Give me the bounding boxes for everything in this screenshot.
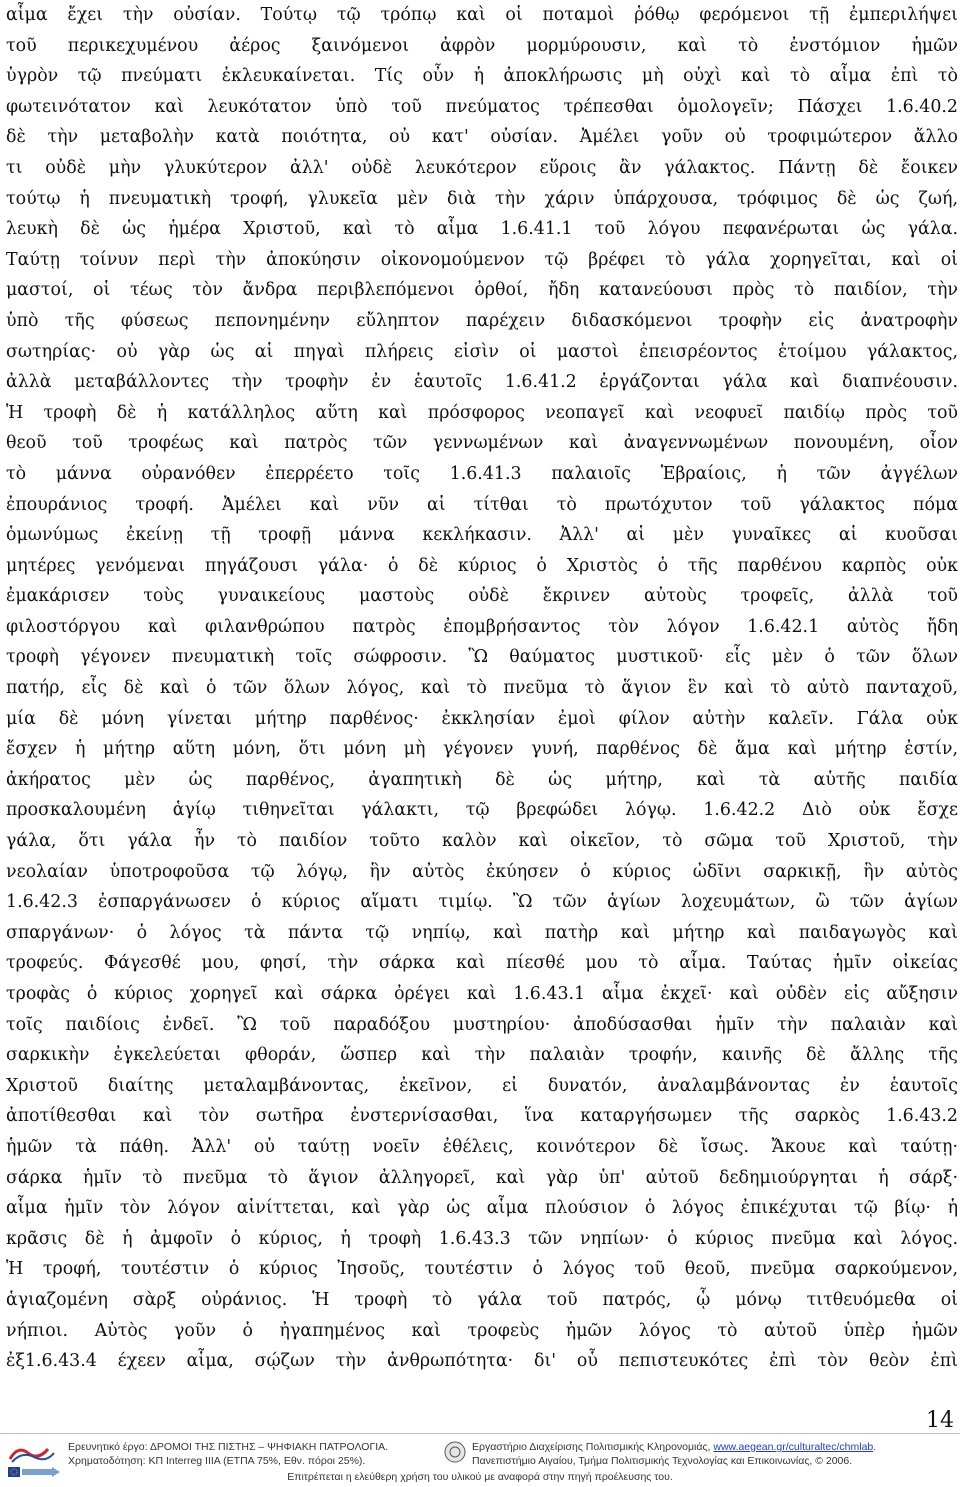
footer-lab-name: Εργαστήριο Διαχείρισης Πολιτισμικής Κληρονομιάς, — [472, 1441, 714, 1453]
text-line: αἷμα ἡμῖν τὸν λόγον αἰνίττεται, καὶ γὰρ ὡς αἷμα πλούσιον ὁ λόγος ἐπικέχυται τῷ βίῳ· ἡ — [6, 1198, 958, 1219]
text-line: σπαργάνων· ὁ λόγος τὰ πάντα τῷ νηπίῳ, καὶ πατὴρ καὶ μήτηρ καὶ παιδαγωγὸς καὶ — [6, 922, 958, 943]
text-line: ὁμωνύμως ἐκείνῃ τῇ τροφῇ μάννα κεκλήκασιν. Ἀλλ' αἱ μὲν γυναῖκες αἱ κυοῦσαι — [6, 525, 958, 546]
text-line: ἁγιαζομένη σὰρξ οὐράνιος. Ἡ τροφὴ τὸ γάλα τοῦ πατρός, ᾧ μόνῳ τιτθευόμεθα οἱ — [6, 1289, 958, 1310]
text-line: τροφὴ γέγονεν πνευματικὴ τοῖς σώφροσιν. Ὢ θαύματος μυστικοῦ· εἷς μὲν ὁ τῶν ὅλων — [6, 647, 958, 668]
text-line: μητέρες γενόμεναι πηγάζουσι γάλα· ὁ δὲ κύριος ὁ Χριστὸς ὁ τῆς παρθένου καρπὸς οὐκ — [6, 555, 958, 576]
text-line: λευκὴ δὲ ὡς ἡμέρα Χριστοῦ, καὶ τὸ αἷμα 1.6.41.1 τοῦ λόγου πεφανέρωται ὡς γάλα. — [6, 219, 958, 240]
text-line: πατήρ, εἷς δὲ καὶ ὁ τῶν ὅλων λόγος, καὶ τὸ πνεῦμα τὸ ἅγιον ἓν καὶ τὸ αὐτὸ πανταχοῦ, — [6, 678, 958, 699]
text-line: μία δὲ μόνη γίνεται μήτηρ παρθένος· ἐκκλησίαν ἐμοὶ φίλον αὐτὴν καλεῖν. Γάλα οὐκ — [6, 708, 958, 729]
text-line: Ἡ τροφὴ δὲ ἡ κατάλληλος αὕτη καὶ πρόσφορος νεοπαγεῖ καὶ νεοφυεῖ παιδίῳ πρὸς τοῦ — [6, 402, 958, 423]
text-line: νήπιοι. Αὐτὸς γοῦν ὁ ἠγαπημένος καὶ τροφεὺς ἡμῶν λόγος τὸ αὑτοῦ ὑπὲρ ἡμῶν — [6, 1320, 958, 1341]
text-line: τι οὐδὲ μὴν γλυκύτερον ἀλλ' οὐδὲ λευκότερον εὕροις ἂν γάλακτος. Πάντῃ δὲ ἔοικεν — [6, 157, 958, 178]
text-line: Χριστοῦ διαίτης μεταλαμβάνοντας, ἐκεῖνον, εἰ δυνατόν, ἀναλαμβάνοντας ἐν ἑαυτοῖς — [6, 1075, 958, 1096]
text-line: ἐξ1.6.43.4 έχεεν αἷμα, σῴζων τὴν ἀνθρωπότητα· δι' οὗ πεπιστευκότες ἐπὶ τὸν θεὸν ἐπὶ — [6, 1351, 958, 1372]
text-line: ἀκήρατος μὲν ὡς παρθένος, ἀγαπητικὴ δὲ ὡς μήτηρ, καὶ τὰ αὑτῆς παιδία — [6, 769, 958, 790]
footer — [0, 1437, 960, 1487]
body-text — [6, 0, 958, 1377]
text-line: ἡμῶν τὰ πάθη. Ἀλλ' οὐ ταύτῃ νοεῖν ἐθέλεις, κοινότερον δὲ ἴσως. Ἄκουε καὶ ταύτῃ· — [6, 1136, 958, 1157]
footer-divider — [0, 1433, 960, 1434]
footer-lab-line — [472, 1441, 876, 1453]
footer-university-line: Πανεπιστήμιο Αιγαίου, Τμήμα Πολιτισμικής Τεχνολογίας και Επικοινωνίας, © 2006. — [472, 1455, 853, 1467]
text-line: ὑγρὸν τῷ πνεύματι ἐκλευκαίνεται. Τίς οὖν ἡ ἀποκλήρωσις μὴ οὐχὶ καὶ τὸ αἷμα ἐπὶ τὸ — [6, 66, 958, 87]
text-line: νεολαίαν ὑποτροφοῦσα τῷ λόγῳ, ἣν αὐτὸς ἐκύησεν ὁ κύριος ὠδῖνι σαρκικῇ, ἣν αὐτὸς — [6, 861, 958, 882]
footer-usage-notice: Επιτρέπεται η ελεύθερη χρήση του υλικού με αναφορά στην πηγή προέλευσης του. — [287, 1471, 673, 1483]
text-line: ἀποτίθεσθαι καὶ τὸν σωτῆρα ἐνστερνίσασθαι, ἵνα καταργήσωμεν τῆς σαρκὸς 1.6.43.2 — [6, 1106, 958, 1127]
footer-lab-suffix: . — [873, 1441, 877, 1453]
footer-funding-line: Χρηματοδότηση: ΚΠ Interreg IIIA (ΕΤΠΑ 75%, Εθν. πόροι 25%). — [68, 1455, 366, 1467]
text-line: ἐπουράνιος τροφή. Ἀμέλει καὶ νῦν αἱ τίτθαι τὸ πρωτόχυτον τοῦ γάλακτος πόμα — [6, 494, 958, 515]
text-line: δὲ τὴν μεταβολὴν κατὰ ποιότητα, οὐ κατ' οὐσίαν. Ἀμέλει γοῦν οὐ τροφιμώτερον ἄλλο — [6, 127, 958, 148]
text-line: τοῖς παιδίοις ἐνδεῖ. Ὢ τοῦ παραδόξου μυστηρίου· ἀποδύσασθαι ἡμῖν τὴν παλαιὰν καὶ — [6, 1014, 958, 1035]
aegean-university-logo-icon — [444, 1441, 466, 1463]
page-number: 14 — [926, 1408, 954, 1433]
lab-website-link[interactable]: www.aegean.gr/culturaltec/chmlab — [713, 1441, 874, 1453]
text-line: τὸ μάννα οὐρανόθεν ἐπερρέετο τοῖς 1.6.41.3 παλαιοῖς Ἑβραίοις, ἡ τῶν ἀγγέλων — [6, 463, 958, 484]
text-line: θεοῦ τοῦ τροφέως καὶ πατρὸς τῶν γεννωμένων καὶ ἀναγεννωμένων πονουμένη, οἷον — [6, 433, 958, 454]
text-line: σωτηρίας· οὐ γὰρ ὡς αἱ πηγαὶ πλήρεις εἰσὶν οἱ μαστοὶ ἐπεισρέοντος ἑτοίμου γάλακτος, — [6, 341, 958, 362]
text-line: ἔσχεν ἡ μήτηρ αὕτη μόνη, ὅτι μόνη μὴ γέγονεν γυνή, παρθένος δὲ ἅμα καὶ μήτηρ ἐστίν, — [6, 739, 958, 760]
text-line: ὑπὸ τῆς φύσεως πεπονημένην εὔληπτον παρέχειν διδασκόμενοι τροφὴν εἰς ἀνατροφὴν — [6, 310, 958, 331]
text-line: μαστοί, οἱ τέως τὸν ἄνδρα περιβλεπόμενοι ὀρθοί, ἤδη κατανεύουσι πρὸς τὸ παιδίον, τὴν — [6, 280, 958, 301]
footer-project-line: Ερευνητικό έργο: ΔΡΟΜΟΙ ΤΗΣ ΠΙΣΤΗΣ – ΨΗΦΙΑΚΗ ΠΑΤΡΟΛΟΓΙΑ. — [68, 1441, 389, 1453]
text-line: τούτῳ ἡ πνευματικὴ τροφή, γλυκεῖα μὲν διὰ τὴν χάριν ὑπάρχουσα, τρόφιμος δὲ ὡς ζωή, — [6, 188, 958, 209]
text-line: αἷμα ἔχει τὴν οὐσίαν. Τούτῳ τῷ τρόπῳ καὶ οἱ ποταμοὶ ῥόθῳ φερόμενοι τῇ ἐμπεριλήψει — [6, 5, 958, 25]
interreg-logo-icon — [8, 1443, 58, 1465]
text-line: τροφὰς ὁ κύριος χορηγεῖ καὶ σάρκα ὀρέγει καὶ 1.6.43.1 αἷμα ἐκχεῖ· καὶ οὐδὲν εἰς αὔξησιν — [6, 984, 958, 1004]
text-line: Ταύτῃ τοίνυν περὶ τὴν ἀποκύησιν οἰκονομούμενον τῷ βρέφει τὸ γάλα χορηγεῖται, καὶ οἱ — [6, 249, 958, 270]
text-line: γάλα, ὅτι γάλα ἦν τὸ παιδίον τοῦτο καλὸν καὶ οἰκεῖον, τὸ σῶμα τοῦ Χριστοῦ, τὴν — [6, 831, 958, 852]
text-line: φιλοστόργου καὶ φιλανθρώπου πατρὸς ἐπομβρήσαντος τὸν λόγον 1.6.42.1 αὐτὸς ἤδη — [6, 616, 958, 637]
text-line: 1.6.42.3 ἐσπαργάνωσεν ὁ κύριος αἵματι τιμίῳ. Ὢ τῶν ἁγίων λοχευμάτων, ὢ τῶν ἁγίων — [6, 892, 958, 913]
text-line: τροφεύς. Φάγεσθέ μου, φησί, τὴν σάρκα καὶ πίεσθέ μου τὸ αἷμα. Ταύτας ἡμῖν οἰκείας — [6, 953, 958, 974]
text-line: φωτεινότατον καὶ λευκότατον ὑπὸ τοῦ πνεύματος τρέπεσθαι ὁμολογεῖν; Πάσχει 1.6.40.2 — [6, 96, 958, 117]
text-line: κρᾶσις δὲ ἡ ἀμφοῖν ὁ κύριος, ἡ τροφὴ 1.6.43.3 τῶν νηπίων· ὁ κύριος πνεῦμα καὶ λόγος. — [6, 1228, 958, 1249]
text-line: Ἡ τροφή, τουτέστιν ὁ κύριος Ἰησοῦς, τουτέστιν ὁ λόγος τοῦ θεοῦ, πνεῦμα σαρκούμενον, — [6, 1259, 958, 1280]
text-line: σαρκικὴν ἐγκελεύεται φθοράν, ὥσπερ καὶ τὴν παλαιὰν τροφήν, καινῆς δὲ ἄλλης τῆς — [6, 1045, 958, 1066]
text-line: σάρκα ἡμῖν τὸ πνεῦμα τὸ ἅγιον ἀλληγορεῖ, καὶ γὰρ ὑπ' αὐτοῦ δεδημιούργηται ἡ σάρξ· — [6, 1167, 958, 1188]
text-line: ἀλλὰ μεταβάλλοντες τὴν τροφὴν ἐν ἑαυτοῖς 1.6.41.2 ἐργάζονται γάλα καὶ διαπνέουσιν. — [6, 372, 958, 393]
text-line: τοῦ περικεχυμένου ἀέρος ξαινόμενοι ἀφρὸν μορμύρουσιν, καὶ τὸ ἐνστόμιον ἡμῶν — [6, 35, 958, 56]
text-line: προσκαλουμένη ἁγίῳ τιθηνεῖται γάλακτι, τῷ βρεφώδει λόγῳ. 1.6.42.2 Διὸ οὐκ ἔσχε — [6, 800, 958, 821]
text-line: ἐμακάρισεν τοὺς γυναικείους μαστοὺς οὐδὲ ἔκρινεν αὐτοὺς τροφεῖς, ἀλλὰ τοῦ — [6, 586, 958, 607]
